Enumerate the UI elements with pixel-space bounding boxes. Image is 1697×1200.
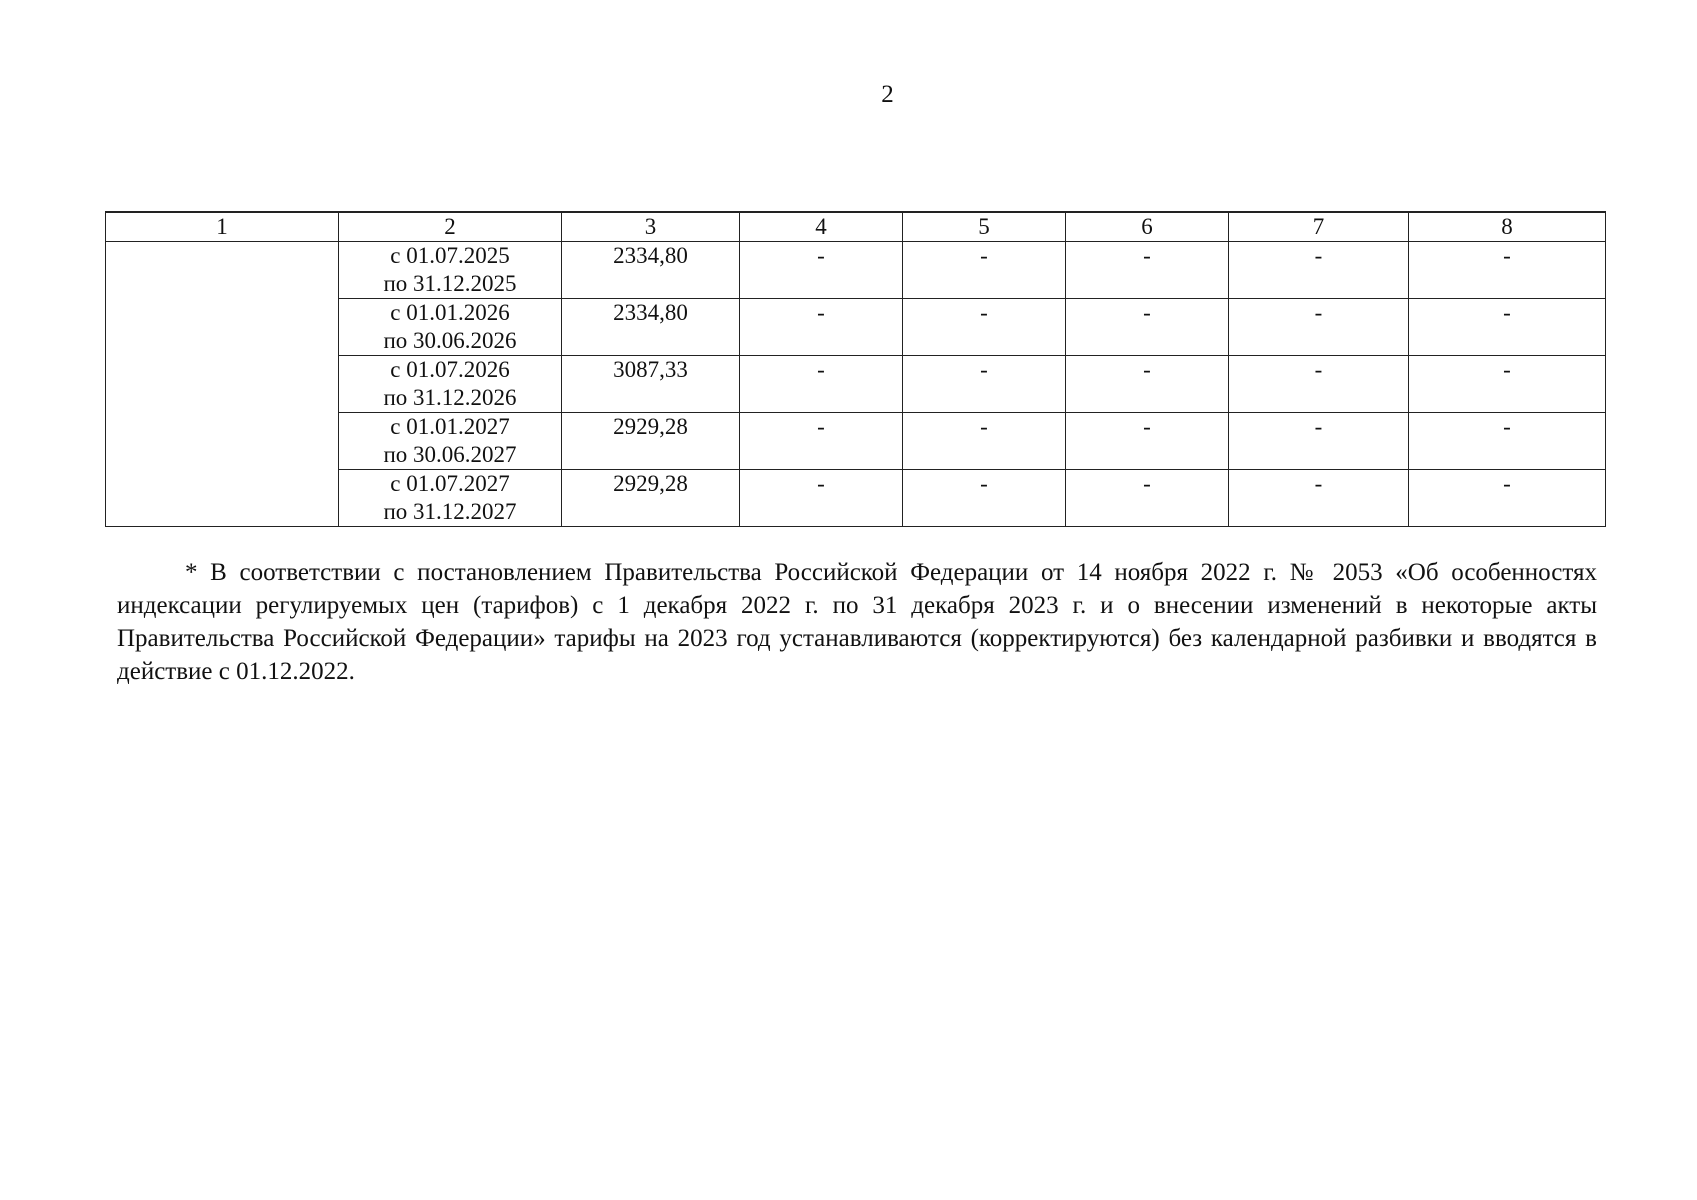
cell-col-8: - [1409,299,1606,356]
column-header-1: 1 [106,212,339,242]
period-from: с 01.07.2025 [390,243,510,268]
cell-col-7: - [1229,356,1409,413]
cell-col-5: - [903,356,1066,413]
period-from: с 01.01.2026 [390,300,510,325]
column-header-2: 2 [339,212,562,242]
tariff-value: 2334,80 [562,299,740,356]
cell-col-8: - [1409,242,1606,299]
column-header-5: 5 [903,212,1066,242]
period-to: по 31.12.2026 [383,385,517,410]
cell-col-7: - [1229,413,1409,470]
period-to: по 30.06.2026 [383,328,517,353]
cell-col-8: - [1409,470,1606,527]
tariff-table [105,211,1606,527]
tariff-value: 2334,80 [562,242,740,299]
column-header-6: 6 [1066,212,1229,242]
cell-col-4: - [740,356,903,413]
cell-col-6: - [1066,413,1229,470]
column-header-3: 3 [562,212,740,242]
column-header-8: 8 [1409,212,1606,242]
cell-col-8: - [1409,413,1606,470]
cell-col-6: - [1066,242,1229,299]
period-cell [339,413,562,470]
tariff-value: 2929,28 [562,413,740,470]
cell-col-6: - [1066,470,1229,527]
cell-col-8: - [1409,356,1606,413]
column-header-4: 4 [740,212,903,242]
footnote-text: * В соответствии с постановлением Правительства Российской Федерации от 14 ноября 2022 г. № 2053 «Об особенностях индексации регулируемых цен (тарифов) с 1 декабря 2022 г. по 31 декабря 2023 г. и о внесении изменений в некоторые акты Правительства Российской Федерации» тарифы на 2023 год устанавливаются (корректируются) без календарной разбивки и вводятся в действие с 01.12.2022. [117,559,1597,685]
cell-col-5: - [903,242,1066,299]
cell-col-5: - [903,413,1066,470]
period-cell [339,299,562,356]
page-number: 2 [881,81,894,108]
period-cell [339,242,562,299]
cell-col-4: - [740,470,903,527]
cell-col-4: - [740,242,903,299]
cell-col-5: - [903,299,1066,356]
tariff-value: 3087,33 [562,356,740,413]
column-header-7: 7 [1229,212,1409,242]
period-cell [339,356,562,413]
tariff-value: 2929,28 [562,470,740,527]
period-from: с 01.01.2027 [390,414,510,439]
cell-col-7: - [1229,242,1409,299]
table-header-row [106,212,1606,242]
period-from: с 01.07.2026 [390,357,510,382]
period-to: по 31.12.2025 [383,271,517,296]
period-cell [339,470,562,527]
table-row [106,242,1606,299]
cell-col-4: - [740,299,903,356]
cell-col-7: - [1229,470,1409,527]
merged-first-column-cell [106,242,339,527]
cell-col-6: - [1066,356,1229,413]
cell-col-5: - [903,470,1066,527]
period-to: по 30.06.2027 [383,442,517,467]
cell-col-4: - [740,413,903,470]
period-from: с 01.07.2027 [390,471,510,496]
cell-col-6: - [1066,299,1229,356]
period-to: по 31.12.2027 [383,499,517,524]
cell-col-7: - [1229,299,1409,356]
